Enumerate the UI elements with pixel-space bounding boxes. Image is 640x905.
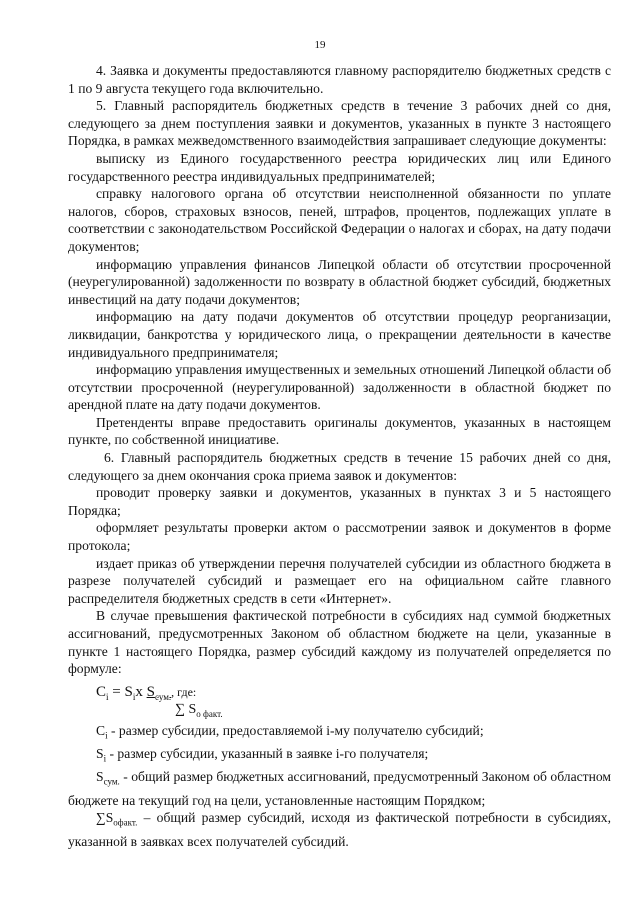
definition-ci: $C_i$ - размер субсидии, предоставляемой i-му получателю субсидий; (96, 722, 484, 741)
page-body (68, 62, 611, 850)
paragraph-5-extract: выписку из Единого государственного реестра юридических лиц или Единого государственного реестра индивидуальных предпринимателей; (68, 150, 611, 184)
paragraph-5-property-info: информацию управления имущественных и земельных отношений Липецкой области об отсутствии просроченной (неурегулированной) задолженности в областной бюджет по арендной плате на дату подачи документов. (68, 362, 611, 413)
formula-definitions (68, 722, 611, 850)
subsidy-formula (96, 684, 611, 718)
page-number: 19 (314, 39, 326, 51)
paragraph-6-protocol: оформляет результаты проверки актом о рассмотрении заявок и документов в форме протокола; (68, 520, 611, 554)
paragraph-5-reorganization-info: информацию на дату подачи документов об отсутствии процедур реорганизации, ликвидации, банкротства у юридического лица, о прекращении деятельности в качестве индивидуального предпринимателя; (68, 309, 611, 360)
formula-numerator-line: $C_i = S_ix$ $S_{сум.}$, где: (96, 683, 197, 702)
paragraph-6: 6. Главный распорядитель бюджетных средств в течение 15 рабочих дней со дня, следующего за днем окончания срока приема заявок и документов: (68, 450, 611, 483)
paragraph-6-check: проводит проверку заявки и документов, указанных в пунктах 3 и 5 настоящего Порядка; (68, 485, 611, 518)
paragraph-6-excess: В случае превышения фактической потребности в субсидиях над суммой бюджетных ассигнований, предусмотренных Законом об областном бюджете на цели, указанные в пункте 1 настоящего Порядка, размер субсидий каждому из получателей определяется по формуле: (68, 608, 611, 677)
definition-sum-fact: $\sum S_{офакт.}$ – общий размер субсидий, исходя из фактической потребности в субсидиях, указанной в заявках всех получателей субсидий. (68, 810, 611, 849)
formula-denominator: ∑ $S_{о факт.}$ (175, 701, 223, 719)
definition-si: $S_i$ - размер субсидии, указанный в заявке i-го получателя; (96, 746, 429, 764)
paragraph-5-finance-info: информацию управления финансов Липецкой области об отсутствии просроченной (неурегулированной) задолженности по возврату в областной бюджет субсидий, бюджетных инвестиций на дату подачи документов; (68, 256, 611, 307)
paragraph-5: 5. Главный распорядитель бюджетных средств в течение 3 рабочих дней со дня, следующего за днем поступления заявки и документов, указанных в пункте 3 настоящего Порядка, в рамках межведомственного взаимодействия запрашивает следующие документы: (68, 98, 611, 149)
definition-ssum: $S_{сум.}$ - общий размер бюджетных ассигнований, предусмотренный Законом об областном бюджете на текущий год на цели, установленные настоящим Порядком; (68, 769, 611, 808)
paragraph-4: 4. Заявка и документы предоставляются главному распорядителю бюджетных средств с 1 по 9 августа текущего года включительно. (68, 63, 611, 96)
paragraph-5-originals: Претенденты вправе предоставить оригиналы документов, указанных в настоящем пункте, по собственной инициативе. (68, 414, 611, 448)
paragraph-5-tax-certificate: справку налогового органа об отсутствии неисполненной обязанности по уплате налогов, сборов, страховых взносов, пеней, штрафов, процентов, подлежащих уплате в соответствии с законодательством Российской Федерации о налогах и сборах, на дату подачи документов; (68, 186, 611, 254)
paragraph-6-order: издает приказ об утверждении перечня получателей субсидии из областного бюджета в разрезе получателей субсидий и размещает его на официальном сайте главного распределителя бюджетных средств в сети «Интернет». (68, 555, 611, 606)
